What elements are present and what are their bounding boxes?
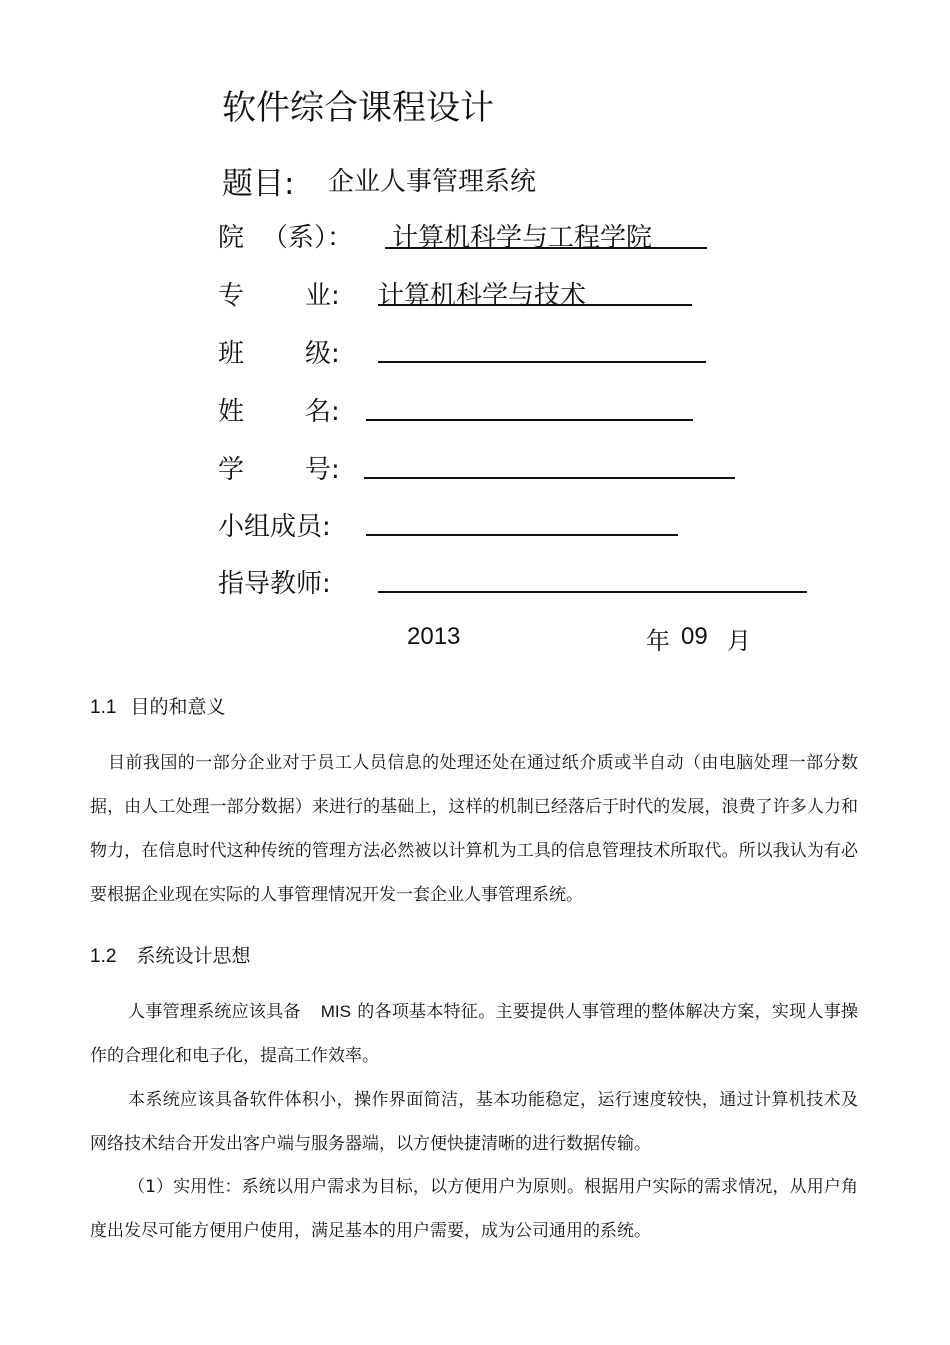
section-number: 1.2	[90, 946, 117, 967]
class-underline	[378, 361, 706, 363]
class-label-a: 班	[218, 339, 245, 369]
name-label-b: 名:	[305, 397, 340, 427]
group-members-underline	[366, 534, 678, 536]
section-heading-1-1	[90, 692, 225, 719]
student-id-label-b: 号:	[305, 455, 340, 485]
advisor-underline	[378, 591, 807, 593]
major-label-b: 业:	[305, 281, 340, 311]
advisor-label: 指导教师:	[218, 569, 331, 599]
course-title: 软件综合课程设计	[222, 88, 494, 128]
group-members-label: 小组成员:	[218, 512, 331, 542]
paragraph-text: 的各项基本特征。主要提供人事管理的整体解决方案，实现人事操作的合理化和电子化，提高工作效率。	[90, 1002, 859, 1066]
name-label-a: 姓	[218, 397, 245, 427]
major-label-a: 专	[218, 281, 245, 311]
department-label-b: （系）：	[262, 223, 354, 253]
section-heading-1-2	[90, 941, 250, 968]
class-label-b: 级:	[305, 339, 340, 369]
mis-term: MIS	[320, 1002, 351, 1021]
section-title: 系统设计思想	[136, 945, 251, 967]
paragraph-design-intro	[90, 990, 858, 1078]
department-underline	[385, 247, 707, 249]
paragraph-practicality: （1）实用性：系统以用户需求为目标，以方便用户为原则。根据用户实际的需求情况，从用户角度出发尽可能方便用户使用，满足基本的用户需要，成为公司通用的系统。	[90, 1177, 858, 1241]
date-year-suffix: 年	[646, 628, 670, 655]
major-underline	[378, 304, 692, 306]
paragraph-purpose: 目前我国的一部分企业对于员工人员信息的处理还处在通过纸介质或半自动（由电脑处理一部分数据，由人工处理一部分数据）来进行的基础上，这样的机制已经落后于时代的发展，浪费了许多人力和物力，在信息时代这种传统的管理方法必然被以计算机为工具的信息管理技术所取代。所以我认为有必要根据企业现在实际的人事管理情况开发一套企业人事管理系统。	[90, 753, 858, 905]
topic-label: 题目:	[222, 166, 295, 202]
section-title: 目的和意义	[130, 696, 226, 718]
student-id-label-a: 学	[218, 455, 245, 485]
major-value: 计算机科学与技术	[378, 281, 587, 311]
department-value: 计算机科学与工程学院	[392, 223, 653, 253]
date-year: 2013	[407, 623, 461, 650]
paragraph-design-features: 本系统应该具备软件体积小，操作界面简洁，基本功能稳定，运行速度较快，通过计算机技术及网络技术结合开发出客户端与服务器端，以方便快捷清晰的进行数据传输。	[90, 1090, 858, 1154]
paragraph-text: 人事管理系统应该具备	[128, 1002, 301, 1022]
date-month-suffix: 月	[727, 628, 751, 655]
topic-value: 企业人事管理系统	[328, 167, 537, 197]
date-month: 09	[681, 623, 708, 650]
department-label-a: 院	[218, 223, 245, 253]
section-number: 1.1	[90, 697, 117, 718]
student-id-underline	[364, 477, 735, 479]
name-underline	[366, 419, 693, 421]
